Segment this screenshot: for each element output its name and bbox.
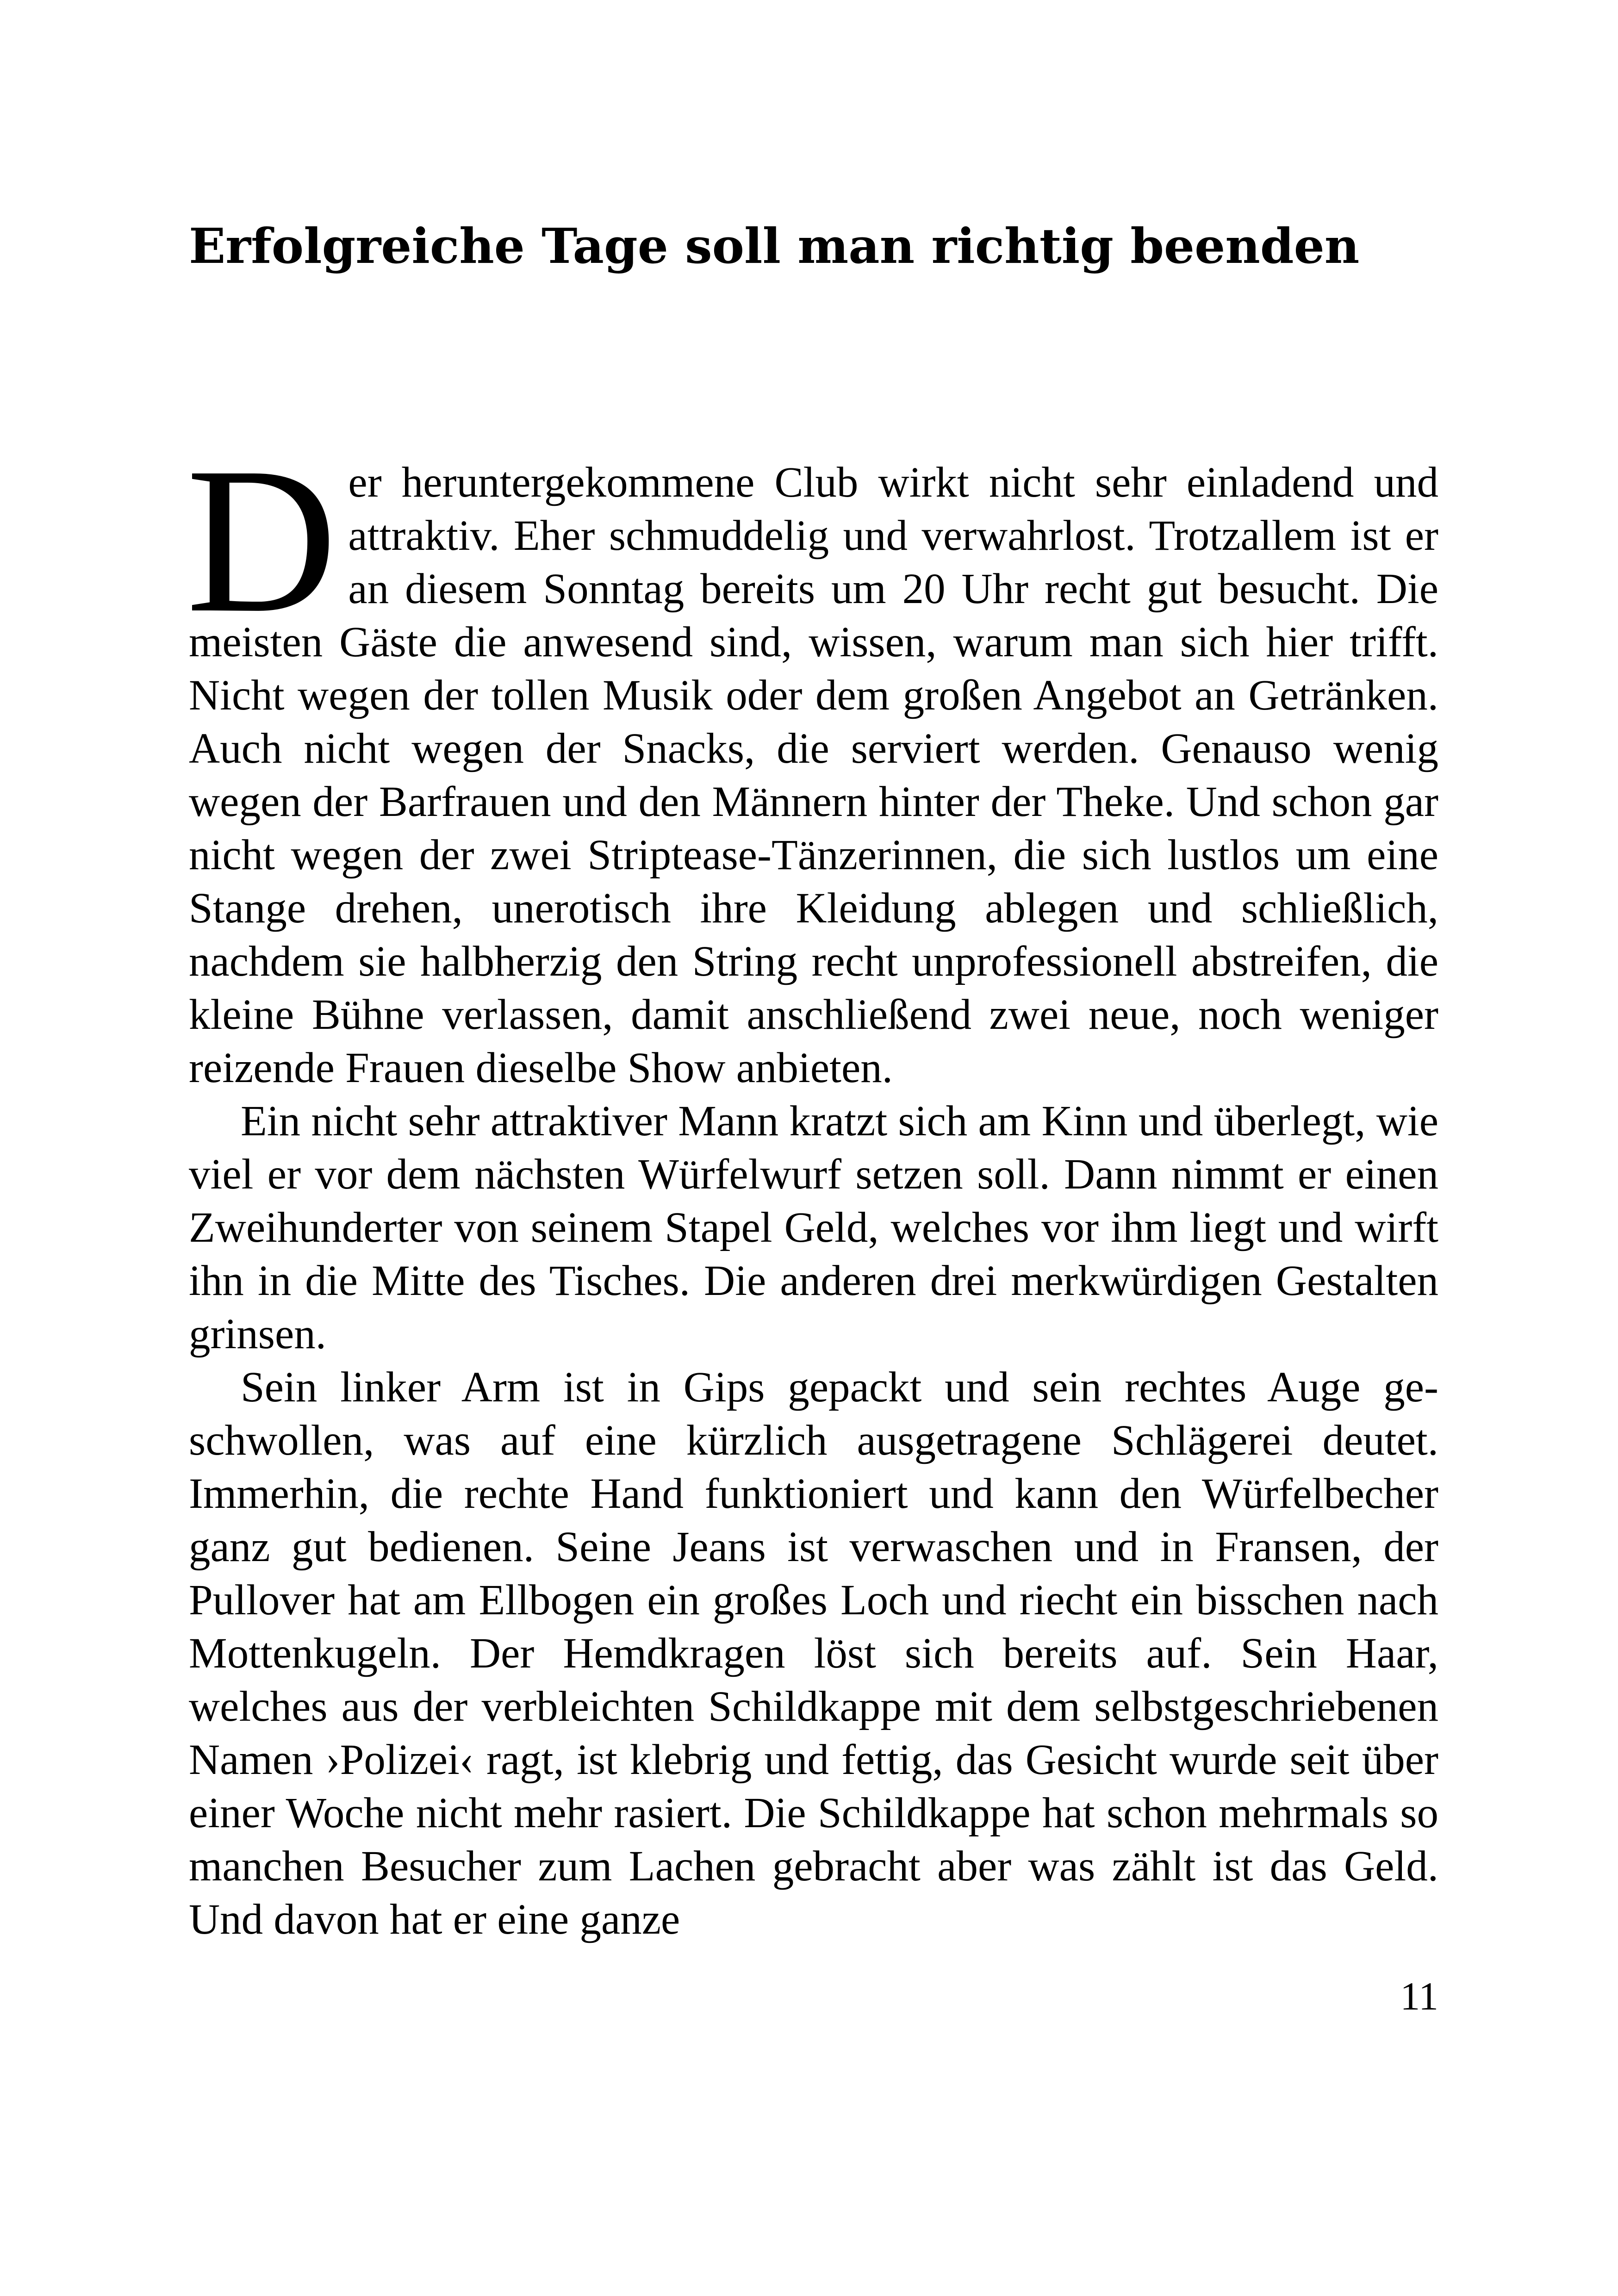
paragraph-1	[186, 424, 1438, 1095]
chapter-body	[186, 424, 1438, 1946]
drop-cap: D	[186, 424, 337, 656]
paragraph-2: Ein nicht sehr attraktiver Mann kratzt sich am Kinn und überlegt, wie viel er vor dem nächsten Würfelwurf setzen soll. Dann nimmt er einen Zweihunderter von seinem Stapel Geld, welches vor ihm liegt und wirft ihn in die Mitte des Tisches. Die anderen drei merkwürdigen Gestalten grinsen.	[189, 1097, 1438, 1358]
page-number: 11	[1400, 1974, 1438, 2018]
paragraph-1-text: er heruntergekommene Club wirkt nicht sehr einladend und attraktiv. Eher schmuddelig und verwahrlost. Trotzallem ist er an diesem Sonntag bereits um 20 Uhr recht gut besucht. Die meisten Gäste die anwesend sind, wissen, warum man sich hier trifft. Nicht wegen der tollen Musik oder dem großen Angebot an Getränken. Auch nicht wegen der Snacks, die serviert werden. Genauso wenig wegen der Barfrauen und den Männern hinter der Theke. Und schon gar nicht wegen der zwei Striptease-Tänzerinnen, die sich lustlos um eine Stange drehen, unerotisch ihre Kleidung ablegen und schließlich, nachdem sie halbherzig den String recht unprofessionell abstreifen, die kleine Bühne verlassen, damit anschließend zwei neue, noch weniger reizende Frauen dieselbe Show anbieten.	[189, 459, 1438, 1092]
chapter-title: Erfolgreiche Tage soll man richtig beenden	[189, 218, 1360, 274]
paragraph-3: Sein linker Arm ist in Gips gepackt und sein rechtes Auge geschwollen, was auf eine kürzlich ausgetragene Schlägerei deutet. Immerhin, die rechte Hand funktioniert und kann den Würfelbecher ganz gut bedienen. Seine Jeans ist verwaschen und in Fransen, der Pullover hat am Ellbogen ein großes Loch und riecht ein bisschen nach Mottenkugeln. Der Hemdkragen löst sich bereits auf. Sein Haar, welches aus der verbleichten Schildkappe mit dem selbstgeschriebenen Namen ›Polizei‹ ragt, ist klebrig und fettig, das Gesicht wurde seit über einer Woche nicht mehr rasiert. Die Schildkappe hat schon mehrmals so manchen Besucher zum Lachen gebracht aber was zählt ist das Geld. Und davon hat er eine ganze	[189, 1363, 1438, 1943]
